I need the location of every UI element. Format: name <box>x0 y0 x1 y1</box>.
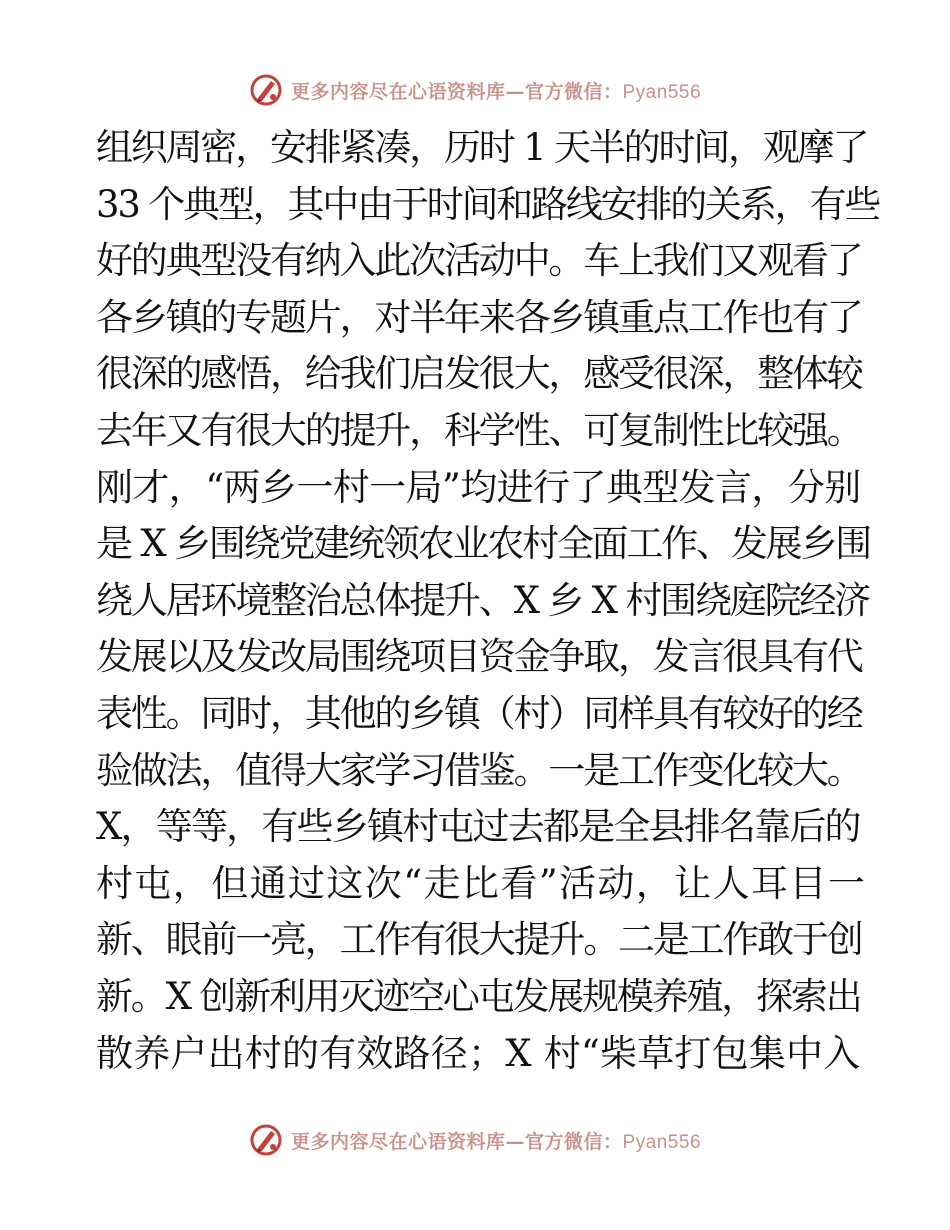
body-line: 表性。同时，其他的乡镇（村）同样具有较好的经 <box>96 691 862 735</box>
body-line: 组织周密，安排紧凑，历时 1 天半的时间，观摩了 <box>96 126 868 169</box>
body-line: X，等等，有些乡镇村屯过去都是全县排名靠后的 <box>96 805 860 849</box>
body-line: 各乡镇的专题片，对半年来各乡镇重点工作也有了 <box>96 295 862 339</box>
header-banner-label: 更多内容尽在心语资料库—官方微信： <box>290 80 623 103</box>
body-line: 33 个典型，其中由于时间和路线安排的关系，有些 <box>96 182 880 226</box>
body-line: 刚才，“两乡一村一局”均进行了典型发言，分别 <box>96 465 861 509</box>
body-line: 是 X 乡围绕党建统领农业农村全面工作、发展乡围 <box>96 522 871 566</box>
footer-wechat-id: Pyan556 <box>622 1131 702 1153</box>
body-line: 新、眼前一亮，工作有很大提升。二是工作敢于创 <box>96 918 862 962</box>
body-line: 村屯，但通过这次“走比看”活动，让人耳目一 <box>96 861 867 905</box>
body-line: 绕人居环境整治总体提升、X 乡 X 村围绕庭院经济 <box>96 578 869 622</box>
body-line: 散养户出村的有效路径；X 村“柴草打包集中入 <box>96 1031 861 1075</box>
header-banner <box>0 70 950 110</box>
body-line: 很深的感悟，给我们启发很大，感受很深，整体较 <box>96 352 862 396</box>
header-banner-text <box>291 77 701 104</box>
body-line: 去年又有很大的提升，科学性、可复制性比较强。 <box>96 408 862 452</box>
body-line: 验做法，值得大家学习借鉴。一是工作变化较大。 <box>96 748 862 792</box>
body-line: 发展以及发改局围绕项目资金争取，发言很具有代 <box>96 635 862 679</box>
pen-circle-logo-icon <box>249 73 283 107</box>
body-text <box>96 120 880 1082</box>
footer-banner-text <box>291 1127 701 1154</box>
body-line: 好的典型没有纳入此次活动中。车上我们又观看了 <box>96 239 862 283</box>
header-wechat-id: Pyan556 <box>622 81 702 103</box>
pen-circle-logo-icon <box>249 1123 283 1157</box>
footer-banner-label: 更多内容尽在心语资料库—官方微信： <box>290 1130 623 1153</box>
footer-banner <box>0 1120 950 1160</box>
body-line: 新。X 创新利用灭迹空心屯发展规模养殖，探索出 <box>96 974 861 1018</box>
